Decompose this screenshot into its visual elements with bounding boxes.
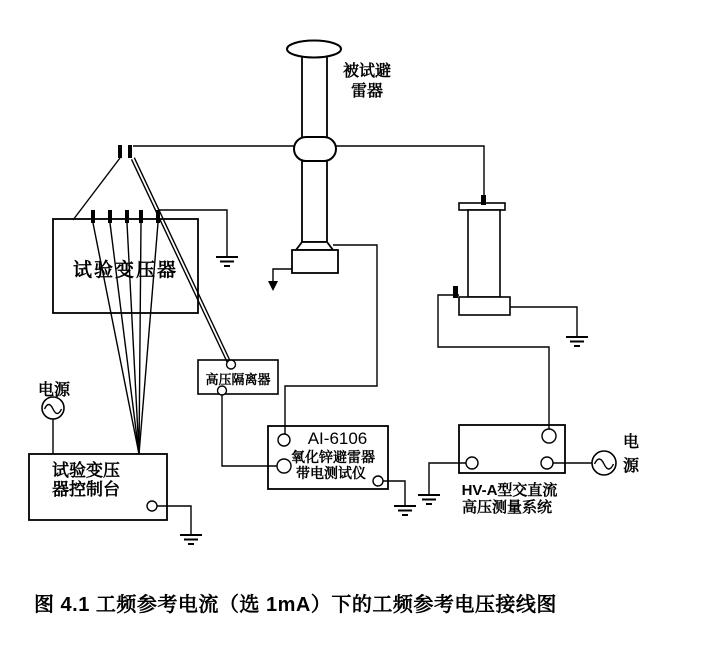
transformer-tap-2 [108, 210, 112, 223]
arrester-top-electrode [287, 41, 341, 58]
ground-icon-transformer [216, 257, 238, 266]
wire-gap-to-transformer [73, 158, 120, 220]
console-ground-terminal [147, 501, 157, 511]
tester-top-terminal [278, 434, 290, 446]
tester-label-line2: 带电测试仪 [296, 465, 366, 481]
arrester-flare [296, 242, 333, 250]
arrester-arrow-icon [268, 281, 278, 291]
console-label-line2: 器控制台 [52, 480, 120, 499]
measure-label-line2: 高压测量系统 [461, 499, 552, 516]
measure-right-terminal [541, 457, 553, 469]
isolator-label: 高压隔离器 [205, 372, 271, 387]
figure-caption: 图 4.1 工频参考电流（选 1mA）下的工频参考电压接线图 [34, 594, 557, 616]
console-label [52, 461, 164, 499]
power-left-label: 电源 [37, 382, 70, 399]
gap-post-right [128, 145, 132, 158]
transformer-tap-1 [91, 210, 95, 223]
divider-tap-tick [453, 286, 458, 298]
wire-arrester-arrow [273, 269, 292, 281]
ground-icon-tester [394, 506, 416, 515]
isolator-top-terminal [227, 360, 236, 369]
arrester-lower-column [302, 161, 327, 242]
divider-base [459, 297, 510, 315]
transformer-tap-4 [139, 210, 143, 223]
ground-icon-console [180, 535, 202, 544]
power-right-label-line1: 电 [622, 434, 639, 451]
divider-top-tick [481, 195, 486, 205]
arrester-upper-column [302, 54, 327, 139]
transformer-tap-3 [125, 210, 129, 223]
transformer-label: 试验变压器 [72, 260, 178, 281]
arrester-ring [294, 137, 336, 161]
measure-label-line1: HV-A型交直流 [461, 482, 558, 499]
tester-model-label: AI-6106 [307, 429, 368, 448]
gap-post-left [118, 145, 122, 158]
arrester-label [334, 62, 400, 102]
measure-left-terminal [466, 457, 478, 469]
arrester-label-line2: 雷器 [350, 83, 383, 100]
ground-icon-divider [566, 337, 588, 346]
arrester-label-line1: 被试避 [342, 63, 391, 80]
measure-top-terminal [542, 429, 556, 443]
divider-body [468, 210, 500, 297]
power-right-label [620, 431, 642, 479]
transformer-tap-5 [156, 210, 160, 223]
wire-divider-ground [510, 307, 577, 337]
tester-label-line1: 氧化锌避雷器 [291, 449, 375, 465]
console-label-line1: 试验变压 [52, 461, 120, 480]
tester-ground-terminal [373, 476, 383, 486]
ground-icon-measure [418, 495, 440, 504]
power-right-label-line2: 源 [622, 458, 639, 475]
arrester-base [292, 250, 338, 273]
